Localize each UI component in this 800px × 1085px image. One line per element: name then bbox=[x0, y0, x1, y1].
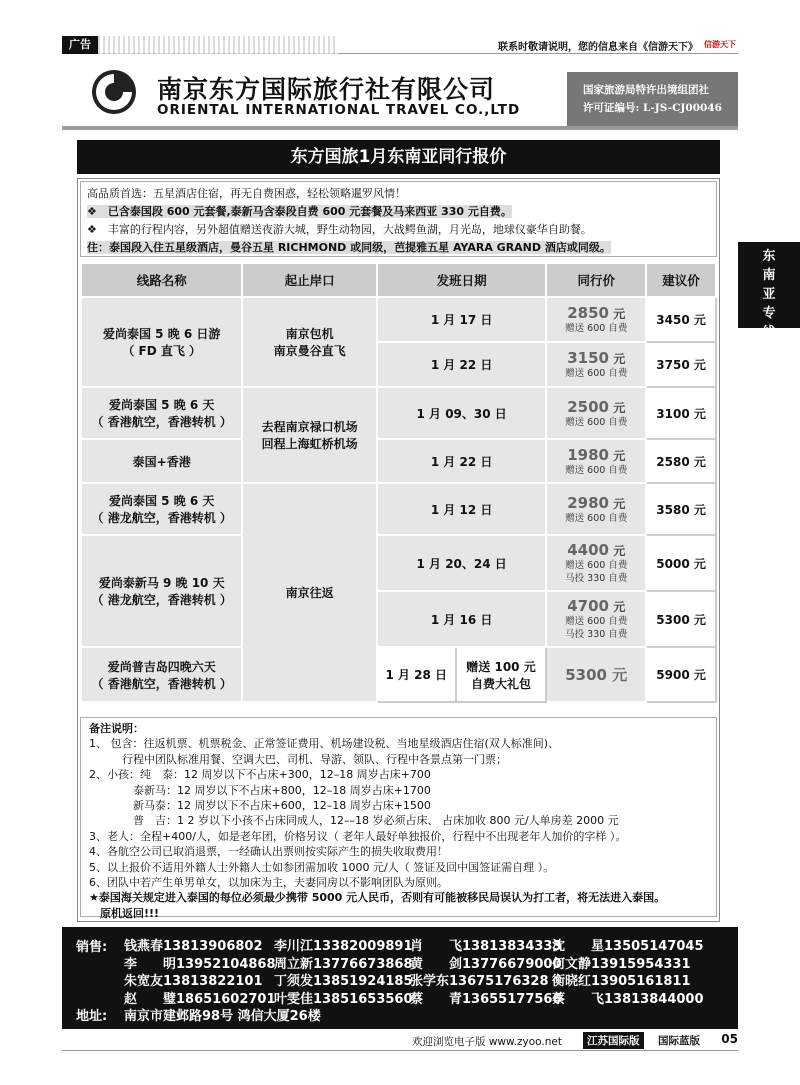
intro-line: 高品质首选：五星酒店住宿，再无自费困惑，轻松领略暹罗风情！ bbox=[87, 187, 406, 200]
notes-line: 行程中团队标准用餐、空调大巴、司机、导游、领队、行程中各景点第一门票； bbox=[89, 752, 507, 766]
company-name-en: ORIENTAL INTERNATIONAL TRAVEL CO.,LTD bbox=[157, 102, 521, 118]
header-peer-price: 同行价 bbox=[546, 263, 646, 297]
address: 南京市建邺路98号 鸿信大厦26楼 bbox=[124, 1009, 321, 1024]
route-name: 爱尚普吉岛四晚六天 （ 香港航空，香港转机 ） bbox=[81, 647, 242, 702]
route-port: 南京往返 bbox=[242, 483, 376, 702]
intro-box bbox=[80, 181, 717, 257]
table-row bbox=[81, 647, 716, 702]
contact: 李川江13382009891 bbox=[274, 939, 413, 954]
route-name: 爱尚泰国 5 晚 6 天 （ 香港航空，香港转机 ） bbox=[81, 387, 242, 439]
departure-date: 1 月 22 日 bbox=[377, 342, 546, 387]
header-suggest-price: 建议价 bbox=[646, 263, 716, 297]
book-name: 国际蓝版 bbox=[658, 1035, 700, 1047]
suggest-price: 3750 元 bbox=[646, 342, 716, 387]
license-line1: 国家旅游局特许出境组团社 bbox=[583, 84, 709, 96]
suggest-price: 3450 元 bbox=[646, 297, 716, 342]
page-title: 东方国旅1月东南亚同行报价 bbox=[77, 140, 720, 174]
notes-line: 泰新马：12 周岁以下不占床+800，12–18 周岁占床+1700 bbox=[89, 783, 431, 797]
side-tab-char: 东 bbox=[762, 249, 776, 264]
notes-line: 1、 包含：往返机票、机票税金、正常签证费用、机场建设税、当地星级酒店住宿(双人标准间)、 bbox=[89, 737, 560, 751]
notes-line: 备注说明： bbox=[89, 722, 144, 735]
peer-price: 3150 元 赠送 600 自费 bbox=[546, 342, 646, 387]
notes-box bbox=[80, 717, 717, 920]
route-name: 爱尚泰国 5 晚 6 日游 （ FD 直飞 ） bbox=[81, 297, 242, 387]
notes-line: 6、团队中若产生单男单女，以加床为主，夫妻同房以不影响团队为原则。 bbox=[89, 876, 448, 890]
company-name-cn: 南京东方国际旅行社有限公司 bbox=[157, 75, 496, 104]
peer-price: 5300 元 bbox=[546, 647, 646, 702]
header-date: 发班日期 bbox=[377, 263, 546, 297]
departure-date: 1 月 20、24 日 bbox=[377, 535, 546, 591]
contact: 张学东13675176328 bbox=[410, 974, 549, 989]
contact: 朱宽友13813822101 bbox=[124, 974, 263, 989]
suggest-price: 5900 元 bbox=[646, 647, 716, 702]
license-line2: 许可证编号: L-JS-CJ00046 bbox=[583, 102, 722, 114]
page-number: 05 bbox=[721, 1032, 738, 1046]
suggest-price: 3580 元 bbox=[646, 483, 716, 535]
contact-list bbox=[124, 935, 734, 1005]
suggest-price: 3100 元 bbox=[646, 387, 716, 439]
departure-date: 1 月 17 日 bbox=[377, 297, 546, 342]
contact: 赵 璧18651602701 bbox=[124, 991, 276, 1007]
notes-line: 原机返回!!! bbox=[89, 906, 160, 920]
table-row bbox=[81, 297, 716, 342]
header-route: 线路名称 bbox=[81, 263, 242, 297]
contact: 肖 飞13813834333 bbox=[410, 939, 562, 954]
suggest-price: 2580 元 bbox=[646, 439, 716, 483]
page-footer bbox=[62, 1031, 738, 1051]
price-table bbox=[80, 262, 717, 703]
contact: 钱燕春13813906802 bbox=[124, 939, 263, 954]
contact: 蔡 飞13813844000 bbox=[552, 991, 704, 1007]
route-name: 爱尚泰新马 9 晚 10 天 （ 港龙航空，香港转机 ） bbox=[81, 535, 242, 647]
departure-date: 1 月 28 日 bbox=[377, 647, 456, 702]
table-row bbox=[81, 439, 716, 483]
side-tab-char: 专 bbox=[762, 306, 776, 321]
sales-contacts bbox=[62, 927, 738, 1029]
suggest-price: 5300 元 bbox=[646, 591, 716, 647]
top-bar-pattern bbox=[98, 36, 338, 54]
route-port: 去程南京禄口机场 回程上海虹桥机场 bbox=[242, 387, 376, 483]
peer-price: 2850 元 赠送 600 自费 bbox=[546, 297, 646, 342]
notes-line: ★泰国海关规定进入泰国的每位必须最少携带 5000 元人民币，否则有可能被移民局误认为打工者，将无法进入泰国。 bbox=[89, 891, 666, 905]
notes-line: 5、以上报价不适用外籍人士外籍人士如参团需加收 1000 元/人（ 签证及回中国签证需自理 ）。 bbox=[89, 860, 555, 874]
contact: 衡晓红13905161811 bbox=[552, 974, 691, 989]
source-note: 联系时敬请说明，您的信息来自《信游天下》 bbox=[498, 42, 698, 53]
intro-line: ❖ 丰富的行程内容，另外超值赠送夜游大城，野生动物园，大战鳄鱼湖，月光岛，地球仪豪华自助餐。 bbox=[87, 223, 592, 236]
side-tab-char: 亚 bbox=[762, 287, 776, 302]
departure-date: 1 月 12 日 bbox=[377, 483, 546, 535]
contact: 丁须发13851924185 bbox=[274, 974, 413, 989]
intro-line: ❖ 已含泰国段 600 元套餐,泰新马含泰段自费 600 元套餐及马来西亚 330 元自费。 bbox=[87, 205, 512, 218]
departure-date: 1 月 09、30 日 bbox=[377, 387, 546, 439]
company-logo-icon bbox=[90, 68, 138, 116]
peer-price: 4700 元 赠送 600 自费 马投 330 自费 bbox=[546, 591, 646, 647]
contact: 周立新13776673868 bbox=[274, 956, 413, 972]
license-box bbox=[567, 72, 738, 130]
edition-badge: 江苏国际版 bbox=[583, 1032, 644, 1049]
notes-line: 4、各航空公司已取消退票，一经确认出票则按实际产生的损失收取费用！ bbox=[89, 845, 448, 859]
route-name: 爱尚泰国 5 晚 6 天 （ 港龙航空，香港转机 ） bbox=[81, 483, 242, 535]
table-row bbox=[81, 535, 716, 591]
sales-label: 销售: bbox=[76, 940, 108, 955]
side-tab-char: 南 bbox=[762, 268, 776, 283]
notes-line: 3、老人：全程+400/人，如是老年团，价格另议（ 老年人最好单独报价，行程中不出现老年人加价的字样 ）。 bbox=[89, 829, 627, 843]
route-name: 泰国+香港 bbox=[81, 439, 242, 483]
side-tab-char: 线 bbox=[762, 325, 776, 340]
contact: 叶雯佳13851653560 bbox=[274, 991, 413, 1007]
suggest-price: 5000 元 bbox=[646, 535, 716, 591]
route-port: 南京包机 南京曼谷直飞 bbox=[242, 297, 376, 387]
notes-line: 普 吉：1 2 岁以下小孩不占床同成人，12––18 岁必须占床、 占床加收 800 元/人单房差 2000 元 bbox=[89, 814, 619, 828]
header-divider bbox=[62, 126, 738, 130]
magazine-logo: 信游天下 bbox=[704, 40, 736, 49]
peer-price: 2500 元 赠送 600 自费 bbox=[546, 387, 646, 439]
notes-line: 2、小孩：纯 泰：12 周岁以下不占床+300，12–18 周岁占床+700 bbox=[89, 768, 431, 782]
table-header-row bbox=[81, 263, 716, 297]
table-row bbox=[81, 483, 716, 535]
address-label: 地址: bbox=[76, 1009, 108, 1024]
table-row bbox=[81, 387, 716, 439]
intro-line: 住：泰国段入住五星级酒店，曼谷五星 RICHMOND 或同级，芭提雅五星 AYARA GRAND 酒店或同级。 bbox=[87, 241, 611, 254]
peer-price: 1980 元 赠送 600 自费 bbox=[546, 439, 646, 483]
gift-package: 赠送 100 元 自费大礼包 bbox=[456, 647, 547, 702]
browse-link[interactable]: 欢迎浏览电子版 www.zyoo.net bbox=[412, 1036, 562, 1048]
contact: 蔡 青13655177566 bbox=[410, 991, 562, 1007]
contact: 黄 剑13776679000 bbox=[410, 956, 562, 972]
contact: 李 明13952104868 bbox=[124, 956, 276, 972]
company-header bbox=[62, 58, 738, 130]
header-port: 起止岸口 bbox=[242, 263, 376, 297]
departure-date: 1 月 16 日 bbox=[377, 591, 546, 647]
contact: 沈 星13505147045 bbox=[552, 939, 704, 954]
top-bar bbox=[62, 36, 738, 54]
ad-tag: 广告 bbox=[62, 36, 98, 54]
notes-line: 新马泰：12 周岁以下不占床+600，12–18 周岁占床+1500 bbox=[89, 799, 431, 813]
peer-price: 4400 元 赠送 600 自费 马投 330 自费 bbox=[546, 535, 646, 591]
departure-date: 1 月 22 日 bbox=[377, 439, 546, 483]
section-side-tab bbox=[738, 242, 800, 340]
contact: 何文静13915954331 bbox=[552, 956, 691, 972]
peer-price: 2980 元 赠送 600 自费 bbox=[546, 483, 646, 535]
